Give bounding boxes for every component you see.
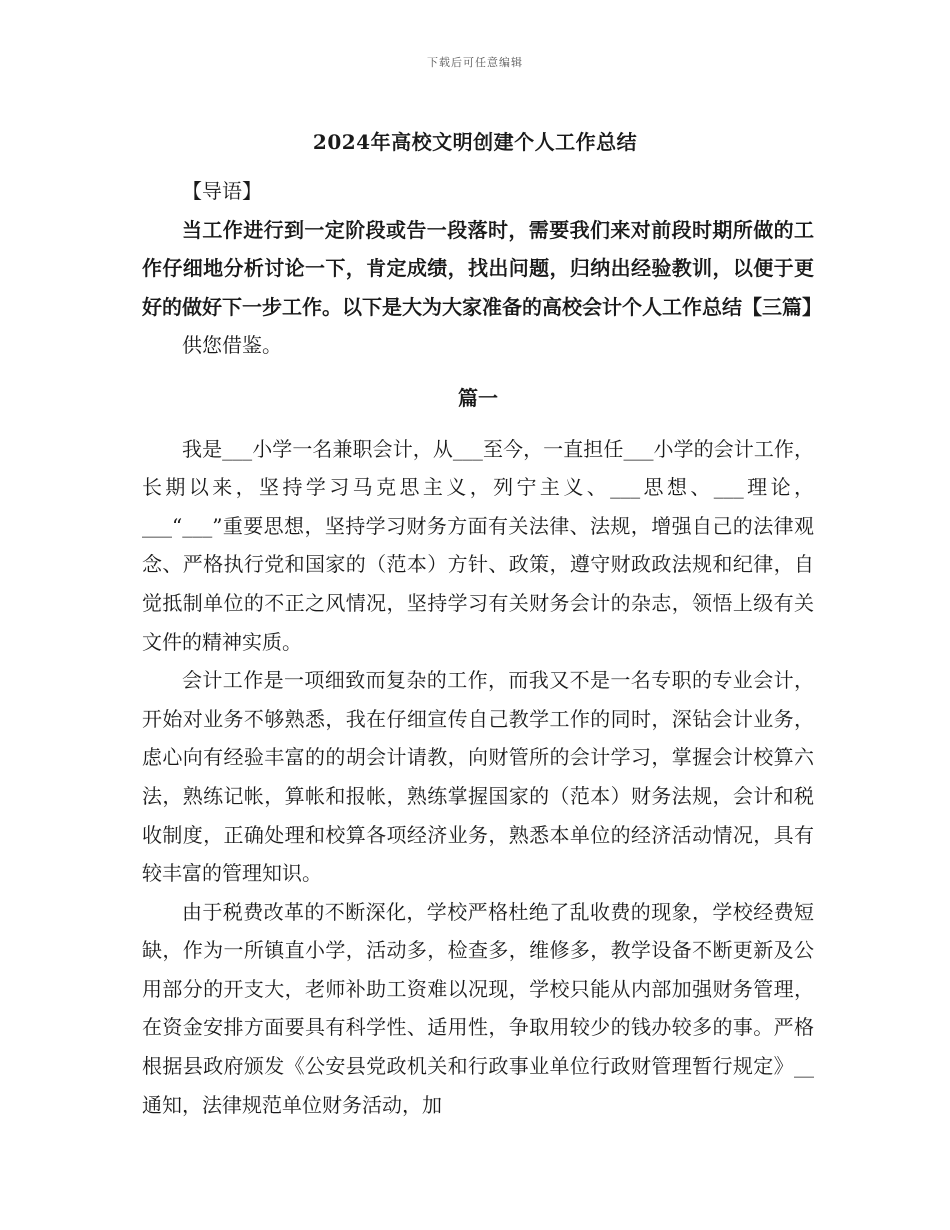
document-body xyxy=(142,172,822,1124)
intro-text: 当工作进行到一定阶段或告一段落时，需要我们来对前段时期所做的工作仔细地分析讨论一下，肯定成绩，找出问题，归纳出经验教训，以便于更好的做好下一步工作。以下是大为大家准备的高校会计个人工作总结【三篇】 xyxy=(142,217,822,319)
header-note: 下载后可任意编辑 xyxy=(427,56,523,69)
paragraph-2: 会计工作是一项细致而复杂的工作，而我又不是一名专职的专业会计，开始对业务不够熟悉，我在仔细宣传自己教学工作的同时，深钻会计业务，虑心向有经验丰富的的胡会计请教，向财管所的会计学习，掌握会计校算六法，熟练记帐，算帐和报帐，熟练掌握国家的（范本）财务法规，会计和税收制度，正确处理和校算各项经济业务，熟悉本单位的经济活动情况，具有较丰富的管理知识。 xyxy=(142,668,814,886)
intro-label: 【导语】 xyxy=(182,179,262,203)
paragraph-3: 由于税费改革的不断深化，学校严格杜绝了乱收费的现象，学校经费短缺，作为一所镇直小学，活动多，检查多，维修多，教学设备不断更新及公用部分的开支大，老师补助工资难以况现，学校只能从内部加强财务管理，在资金安排方面要具有科学性、适用性，争取用较少的钱办较多的事。严格根据县政府颁发《公安县党政机关和行政事业单位行政财管理暂行规定》__通知，法律规范单位财务活动，加 xyxy=(142,899,814,1117)
paragraph-1: 我是___小学一名兼职会计，从___至今，一直担任___小学的会计工作，长期以来，坚持学习马克思主义，列宁主义、___思想、___理论，___“___”重要思想，坚持学习财务方面有关法律、法规，增强自己的法律观念、严格执行党和国家的（范本）方针、政策，遵守财政政法规和纪律，自觉抵制单位的不正之风情况，坚持学习有关财务会计的杂志，领悟上级有关文件的精神实质。 xyxy=(142,436,814,654)
section-heading: 篇一 xyxy=(458,385,498,410)
document-title: 2024年高校文明创建个人工作总结 xyxy=(312,130,638,154)
intro-tail: 供您借鉴。 xyxy=(182,333,282,358)
